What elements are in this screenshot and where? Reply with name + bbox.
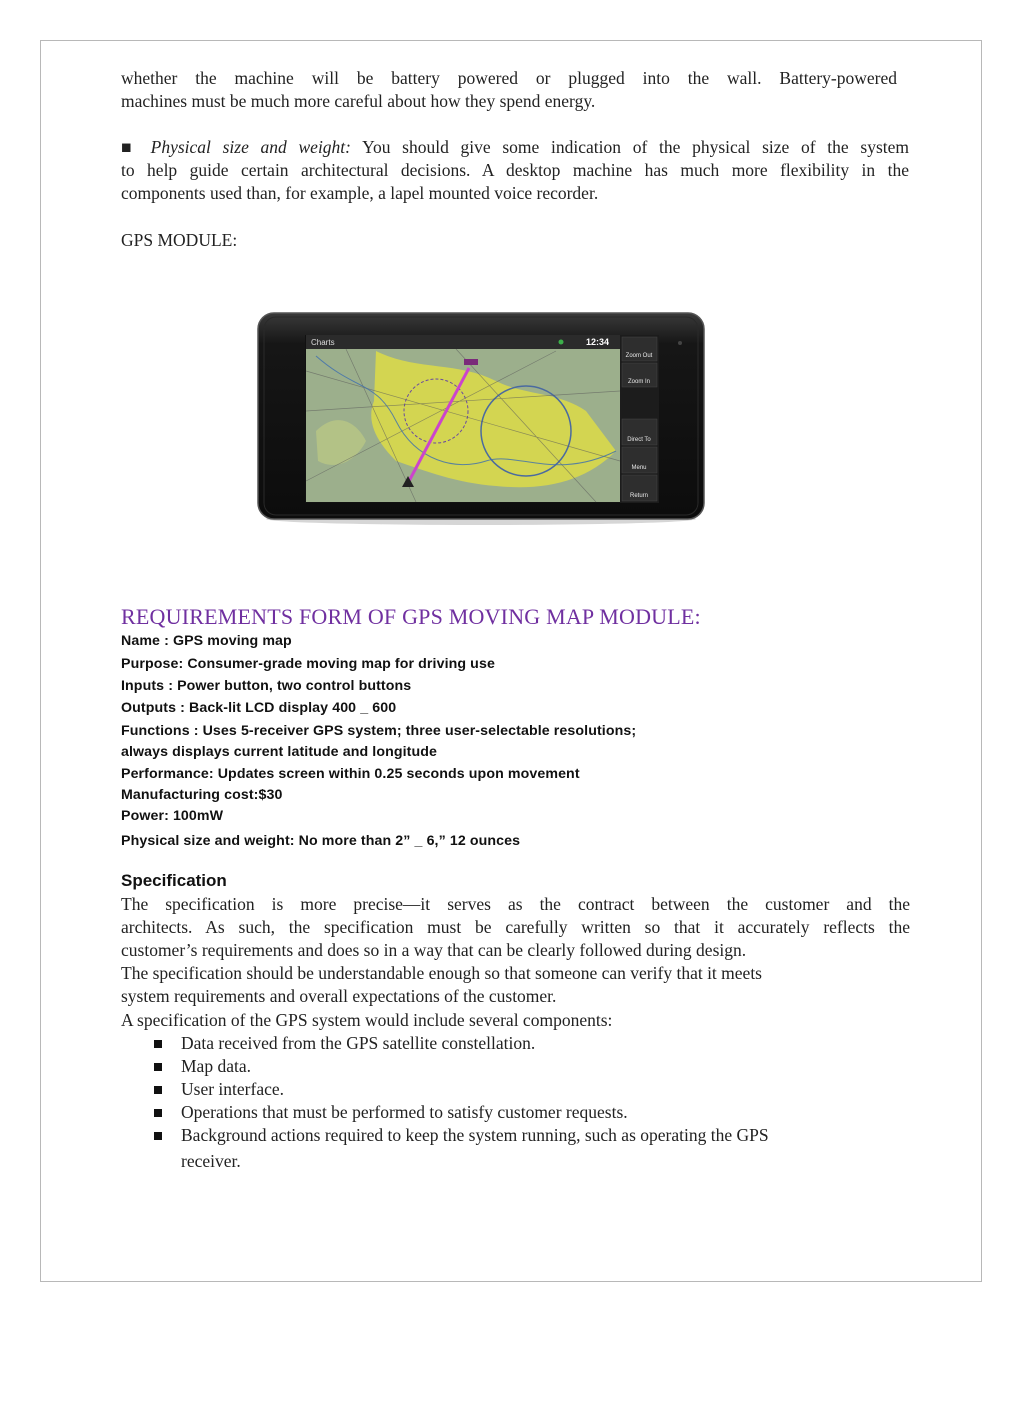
spec-p1-line-3: customer’s requirements and does so in a way that can be clearly followed during design. bbox=[121, 940, 747, 960]
direct-to-label: Direct To bbox=[627, 437, 651, 443]
spec-bullet-5-cont: receiver. bbox=[181, 1151, 241, 1171]
spec-bullet-4: Operations that must be performed to satisfy customer requests. bbox=[181, 1102, 628, 1122]
square-bullet-icon bbox=[154, 1057, 166, 1069]
spec-bullet-5: Background actions required to keep the system running, such as operating the GPS bbox=[181, 1125, 769, 1145]
req-outputs: Outputs : Back-lit LCD display 400 _ 600 bbox=[121, 700, 397, 716]
camera-dot-icon bbox=[678, 341, 682, 345]
screen-clock: 12:34 bbox=[586, 337, 610, 347]
req-functions: Functions : Uses 5-receiver GPS system; three user-selectable resolutions; bbox=[121, 723, 637, 739]
req-power: Power: 100mW bbox=[121, 808, 224, 824]
physical-line-1-rest: You should give some indication of the physical size of the system bbox=[362, 137, 909, 157]
zoom-in-label: Zoom In bbox=[627, 379, 651, 385]
spec-p2-line-2: system requirements and overall expectations of the customer. bbox=[121, 986, 557, 1006]
intro-line-2: machines must be much more careful about how they spend energy. bbox=[121, 91, 596, 111]
gps-status-icon bbox=[559, 340, 564, 345]
square-bullet-icon bbox=[154, 1080, 166, 1092]
spec-p2-line-1: The specification should be understandable enough so that someone can verify that it meets bbox=[121, 963, 762, 983]
physical-line-3: components used than, for example, a lapel mounted voice recorder. bbox=[121, 183, 599, 203]
screen-title: Charts bbox=[311, 338, 335, 347]
square-bullet-icon: ■ bbox=[121, 137, 139, 157]
gps-module-label: GPS MODULE: bbox=[121, 230, 238, 250]
spec-bullet-1: Data received from the GPS satellite constellation. bbox=[181, 1033, 536, 1053]
gps-device-image bbox=[256, 311, 706, 526]
physical-line-2: to help guide certain architectural decisions. A desktop machine has much more flexibility in the bbox=[121, 160, 909, 180]
intro-line-1: whether the machine will be battery powered or plugged into the wall. Battery-powered bbox=[121, 68, 897, 88]
physical-term: Physical size and weight: bbox=[150, 137, 351, 157]
req-purpose: Purpose: Consumer-grade moving map for driving use bbox=[121, 656, 495, 672]
spec-p1-line-2: architects. As such, the specification must be carefully written so that it accurately reflects the bbox=[121, 917, 910, 937]
spec-bullet-3: User interface. bbox=[181, 1079, 284, 1099]
req-name: Name : GPS moving map bbox=[121, 633, 292, 649]
req-inputs: Inputs : Power button, two control buttons bbox=[121, 678, 412, 694]
spec-p3: A specification of the GPS system would include several components: bbox=[121, 1010, 613, 1030]
req-performance: Performance: Updates screen within 0.25 seconds upon movement bbox=[121, 766, 580, 782]
req-functions-cont: always displays current latitude and longitude bbox=[121, 744, 438, 760]
return-label: Return bbox=[629, 493, 649, 499]
requirements-heading: REQUIREMENTS FORM OF GPS MOVING MAP MODULE: bbox=[121, 604, 701, 629]
specification-heading: Specification bbox=[121, 871, 227, 890]
zoom-out-label: Zoom Out bbox=[625, 353, 653, 359]
req-physical-size: Physical size and weight: No more than 2” _ 6,” 12 ounces bbox=[121, 833, 521, 849]
square-bullet-icon bbox=[154, 1034, 166, 1046]
menu-label: Menu bbox=[631, 465, 647, 471]
physical-line-1 bbox=[121, 136, 909, 160]
square-bullet-icon bbox=[154, 1126, 166, 1138]
spec-p1-line-1: The specification is more precise—it serves as the contract between the customer and the bbox=[121, 894, 910, 914]
spec-bullet-2: Map data. bbox=[181, 1056, 251, 1076]
device-screen bbox=[305, 335, 659, 503]
square-bullet-icon bbox=[154, 1103, 166, 1115]
req-manufacturing-cost: Manufacturing cost:$30 bbox=[121, 787, 283, 803]
